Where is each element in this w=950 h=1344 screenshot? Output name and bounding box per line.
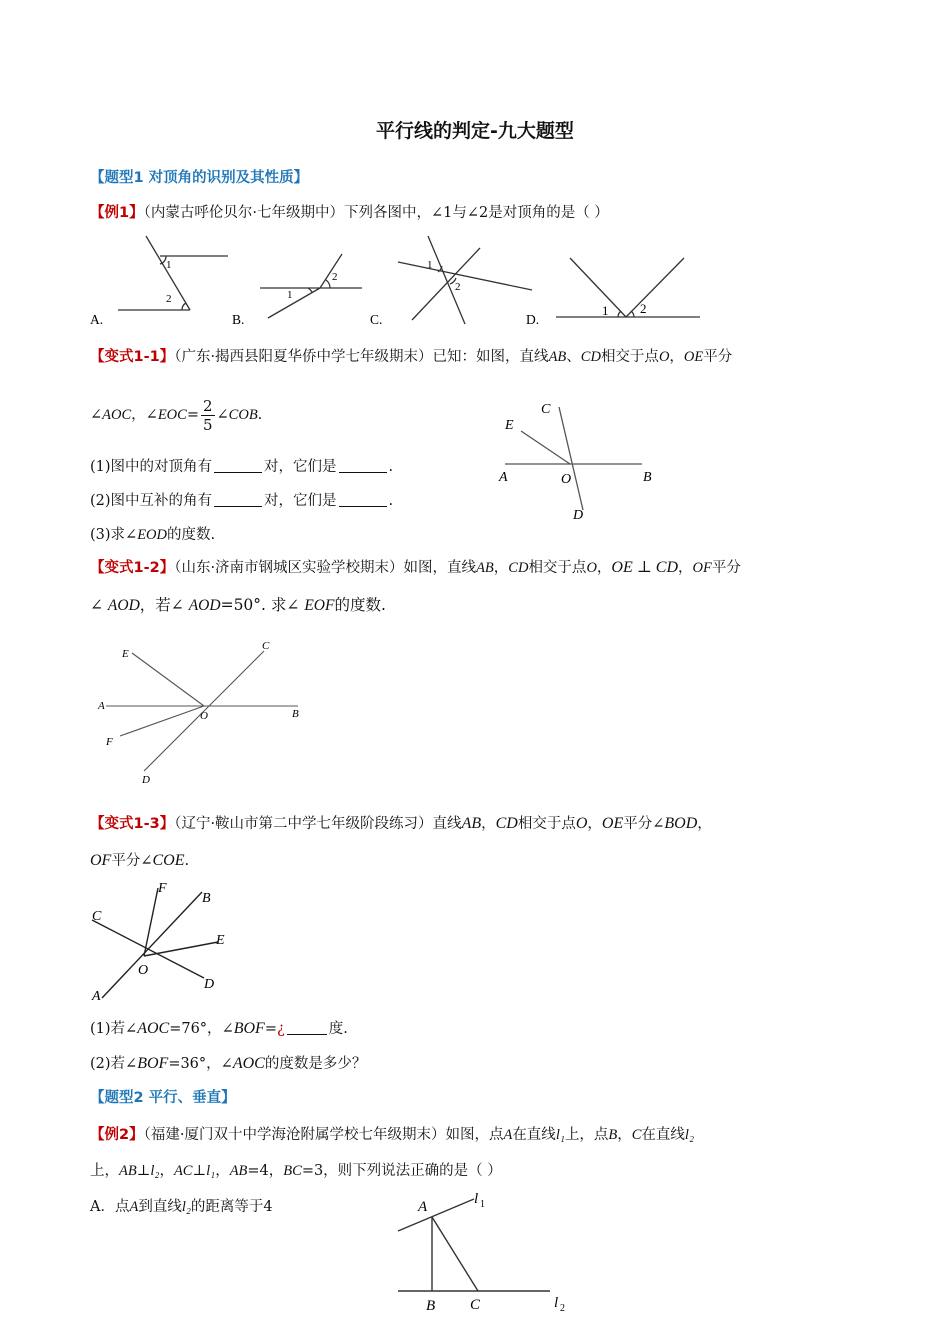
example-2-option-a — [90, 1195, 273, 1216]
text-degree: 度. — [328, 1021, 348, 1037]
var-of: OF — [692, 560, 712, 576]
option-a-text-a: A．点 — [90, 1199, 130, 1215]
period: . — [184, 853, 190, 869]
example-2-tag: 【例2】 — [90, 1127, 144, 1143]
variant-1-3-q1 — [90, 1017, 348, 1038]
var-oe-perp-cd: OE ⊥ CD — [611, 559, 679, 576]
example-1-question — [90, 201, 609, 222]
label-o: O — [561, 472, 572, 487]
example-2-line-2 — [90, 1159, 502, 1180]
label-c: C — [541, 402, 551, 417]
text-intersect: 相交于点 — [528, 560, 587, 576]
angle-symbol: ∠ — [221, 1021, 234, 1037]
text-on-line: 在直线 — [641, 1127, 685, 1143]
fig-b-label-2: 2 — [332, 271, 338, 283]
fig-a-label-1: 1 — [166, 259, 172, 271]
var-aoc: AOC — [102, 407, 132, 423]
label-b: B — [202, 891, 211, 906]
var-a: A — [129, 1199, 139, 1215]
var-l2: l₂ — [181, 1199, 191, 1215]
variant-1-2-line-1 — [90, 556, 741, 577]
text-intersect: 相交于点 — [600, 349, 659, 365]
section-heading-2: 【题型2 平行、垂直】 — [90, 1090, 236, 1106]
label-a: A — [418, 1199, 428, 1215]
period: . — [257, 407, 263, 423]
section-heading-1: 【题型1 对顶角的识别及其性质】 — [90, 170, 309, 186]
q2-text-c: . — [388, 493, 394, 509]
var-o: O — [575, 815, 588, 832]
var-oe: OE — [683, 349, 704, 365]
fig-c-line-3 — [412, 248, 480, 320]
example-1-tag: 【例1】 — [90, 205, 144, 221]
var-cd: CD — [580, 349, 601, 365]
comma: ， — [669, 349, 684, 365]
perp-symbol: ⊥ — [136, 1163, 151, 1179]
ray-oe — [132, 653, 204, 706]
fig-b-arc-2 — [326, 280, 330, 288]
var-bod: BOD — [664, 815, 698, 832]
variant-1-1-text: （广东·揭西县阳夏华侨中学七年级期末）已知：如图，直线 — [174, 349, 549, 365]
variant-1-1-q1 — [90, 455, 393, 476]
text-eq-3-question: =3，则下列说法正确的是（ ） — [301, 1163, 502, 1179]
comma: ， — [697, 816, 712, 832]
broken-char-mark: ¿ — [276, 1021, 285, 1037]
var-l2: l₂ — [150, 1163, 160, 1179]
text-76-deg: =76°， — [169, 1021, 222, 1037]
fig-d-arc-2 — [631, 311, 634, 317]
variant-1-2-text: （山东·济南市钢城区实验学校期末）如图，直线 — [174, 560, 477, 576]
variant-1-1-q3 — [90, 523, 215, 544]
q3-text-a: (3)求∠ — [90, 527, 138, 543]
text-36-deg: =36°， — [168, 1056, 221, 1072]
variant-1-3-line-2 — [90, 849, 189, 870]
var-cd: CD — [508, 560, 529, 576]
line-ab — [102, 892, 202, 998]
answer-blank[interactable] — [287, 1020, 327, 1035]
label-o: O — [200, 710, 208, 722]
example-2-figure — [390, 1185, 590, 1320]
comma: ， — [493, 560, 509, 576]
page-title: 平行线的判定-九大题型 — [376, 120, 574, 142]
fig-d-label-1: 1 — [602, 303, 609, 318]
label-o: O — [138, 963, 149, 978]
answer-blank[interactable] — [214, 492, 262, 507]
figure-d — [556, 258, 700, 317]
figure-a — [118, 236, 228, 310]
var-cd: CD — [495, 815, 518, 832]
var-b: B — [608, 1127, 618, 1143]
variant-1-2-tag: 【变式1-2】 — [90, 560, 175, 576]
fig-b-label-1: 1 — [287, 289, 293, 301]
variant-1-1-figure — [495, 395, 665, 525]
fig-a-arc-2 — [182, 303, 186, 310]
label-e: E — [505, 418, 514, 433]
var-l2: l₂ — [684, 1127, 694, 1143]
q2-text-a: (2)若 — [90, 1056, 126, 1072]
label-c: C — [262, 640, 270, 652]
q3-text-c: 的度数. — [167, 527, 216, 543]
var-eoc: EOC — [157, 407, 187, 423]
label-c: C — [470, 1297, 481, 1313]
var-of: OF — [90, 852, 112, 869]
variant-1-1-q2 — [90, 489, 393, 510]
label-c: C — [92, 909, 102, 924]
text-on-line: 在直线 — [512, 1127, 556, 1143]
label-f: F — [106, 736, 113, 748]
option-d-label: D. — [526, 312, 540, 327]
var-eod: EOD — [137, 527, 168, 543]
angle-symbol: ∠ — [652, 816, 665, 832]
text-bisect: 平分 — [111, 853, 141, 869]
label-b: B — [292, 708, 299, 720]
fraction-numerator: 2 — [202, 396, 213, 415]
q1-text-c: . — [388, 459, 394, 475]
label-l2-subscript: 2 — [560, 1303, 565, 1314]
var-ab: AB — [119, 1163, 137, 1179]
var-ab: AB — [476, 560, 494, 576]
option-a-text-b: 到直线 — [138, 1199, 182, 1215]
var-ab: AB — [461, 815, 482, 832]
q2-text-c: 的度数是多少？ — [264, 1056, 367, 1072]
fig-d-arc-1 — [618, 311, 621, 317]
var-aoc: AOC — [137, 1020, 170, 1037]
fig-c-label-2: 2 — [455, 281, 461, 293]
variant-1-3-line-1 — [90, 812, 712, 833]
label-l1: l — [474, 1191, 479, 1207]
fig-b-lower-ray — [268, 288, 320, 318]
comma: ， — [596, 560, 612, 576]
variant-1-2-line-2 — [90, 593, 386, 615]
text-bisect: 平分 — [623, 816, 653, 832]
var-o: O — [658, 349, 670, 365]
answer-blank[interactable] — [339, 492, 387, 507]
variant-1-2-figure — [92, 635, 317, 790]
q1-text-b: 对，它们是 — [264, 459, 337, 475]
q2-text-b: 对，它们是 — [264, 493, 337, 509]
variant-1-3-text: （辽宁·鞍山市第二中学七年级阶段练习）直线 — [174, 816, 462, 832]
text-intersect: 相交于点 — [517, 816, 576, 832]
angle-symbol: ∠ — [90, 407, 103, 423]
angle-symbol: ∠ — [286, 596, 305, 614]
fig-d-label-2: 2 — [640, 301, 647, 316]
angle-symbol: ∠ — [140, 853, 153, 869]
text-point: 上，点 — [564, 1127, 609, 1143]
fig-a-label-2: 2 — [166, 293, 172, 305]
ray-oe — [521, 431, 570, 464]
var-oe: OE — [601, 815, 624, 832]
figure-c — [398, 236, 532, 324]
var-ab: AB — [229, 1163, 248, 1179]
var-l1: l₁ — [555, 1127, 565, 1143]
variant-1-3-figure — [88, 878, 238, 1006]
option-a-label: A. — [90, 312, 104, 327]
label-d: D — [142, 774, 150, 786]
fig-d-right-ray — [626, 258, 684, 317]
angle-symbol: ∠ — [170, 596, 189, 614]
option-c-label: C. — [370, 312, 383, 327]
angle-symbol: ∠ — [90, 596, 108, 614]
var-ab: AB — [548, 349, 567, 365]
comma: ， — [481, 816, 496, 832]
example-1-text: （内蒙古呼伦贝尔·七年级期中）下列各图中，∠1与∠2是对顶角的是（ ） — [143, 205, 609, 221]
angle-symbol: ∠ — [145, 407, 158, 423]
q2-text-a: (2)图中互补的角有 — [90, 493, 213, 509]
label-a: A — [499, 470, 508, 485]
fig-c-label-1: 1 — [427, 259, 433, 271]
angle-symbol: ∠ — [220, 1056, 233, 1072]
var-bof: BOF — [137, 1055, 169, 1072]
separator: 、 — [566, 349, 581, 365]
text-if: ，若 — [139, 596, 171, 614]
var-ac: AC — [173, 1163, 193, 1179]
comma: ， — [131, 407, 146, 423]
label-b: B — [426, 1298, 436, 1314]
comma: ， — [159, 1163, 174, 1179]
var-aod: AOD — [107, 597, 140, 614]
label-d: D — [573, 508, 584, 523]
ray-oe — [144, 942, 218, 956]
var-eof: EOF — [304, 597, 335, 614]
label-l2: l — [554, 1295, 559, 1311]
option-a-text-c: 的距离等于4 — [190, 1199, 273, 1215]
label-b: B — [643, 470, 652, 485]
ray-of — [120, 706, 204, 736]
fig-d-left-ray — [570, 258, 626, 317]
q1-text-a: (1)图中的对顶角有 — [90, 459, 213, 475]
answer-blank[interactable] — [214, 458, 262, 473]
comma: ， — [587, 816, 602, 832]
var-aoc: AOC — [232, 1055, 265, 1072]
label-d: D — [204, 977, 215, 992]
fig-c-line-1 — [398, 262, 532, 290]
text-bisect: 平分 — [703, 349, 733, 365]
variant-1-3-tag: 【变式1-3】 — [90, 816, 175, 832]
example-1-figures — [80, 228, 720, 334]
example-2-line-1 — [90, 1123, 694, 1144]
equals: = — [264, 1021, 277, 1037]
var-coe: COE — [152, 852, 185, 869]
text-on: 上， — [90, 1163, 119, 1179]
variant-1-1-tag: 【变式1-1】 — [90, 349, 175, 365]
var-cob: COB — [228, 407, 258, 423]
label-l1-subscript: 1 — [480, 1199, 485, 1210]
var-c: C — [631, 1127, 642, 1143]
fig-b-upper-ray — [320, 254, 342, 288]
angle-symbol: ∠ — [216, 407, 229, 423]
figure-b — [260, 254, 362, 318]
variant-1-1-line-2 — [90, 394, 262, 436]
label-e: E — [122, 648, 129, 660]
label-f: F — [158, 881, 167, 896]
var-a: A — [503, 1127, 513, 1143]
comma: ， — [215, 1163, 230, 1179]
fig-c-line-2 — [428, 236, 465, 324]
comma: ， — [678, 560, 693, 576]
angle-symbol: ∠ — [125, 1021, 138, 1037]
example-2-text: （福建·厦门双十中学海沧附属学校七年级期末）如图，点 — [143, 1127, 504, 1143]
equals: = — [186, 407, 199, 423]
option-b-label: B. — [232, 312, 245, 327]
variant-1-3-q2 — [90, 1052, 366, 1073]
comma: ， — [617, 1127, 632, 1143]
q1-text-a: (1)若 — [90, 1021, 126, 1037]
text-50-deg: =50°. 求 — [220, 596, 287, 614]
text-degree-of: 的度数. — [334, 596, 386, 614]
label-e: E — [216, 933, 225, 948]
answer-blank[interactable] — [339, 458, 387, 473]
var-bc: BC — [283, 1163, 302, 1179]
label-a: A — [92, 989, 101, 1004]
perp-symbol: ⊥ — [192, 1163, 207, 1179]
fraction-denominator: 5 — [202, 415, 213, 434]
angle-symbol: ∠ — [125, 1056, 138, 1072]
fraction-two-fifths — [201, 397, 215, 434]
label-a: A — [98, 700, 105, 712]
variant-1-1-line-1 — [90, 345, 732, 366]
text-bisect: 平分 — [711, 560, 741, 576]
var-l1: l₁ — [206, 1163, 216, 1179]
segment-ac — [432, 1217, 478, 1291]
text-eq-4: =4， — [247, 1163, 284, 1179]
line-l1 — [398, 1199, 474, 1231]
var-bof: BOF — [233, 1020, 265, 1037]
var-aod: AOD — [188, 597, 221, 614]
var-o: O — [586, 560, 597, 576]
